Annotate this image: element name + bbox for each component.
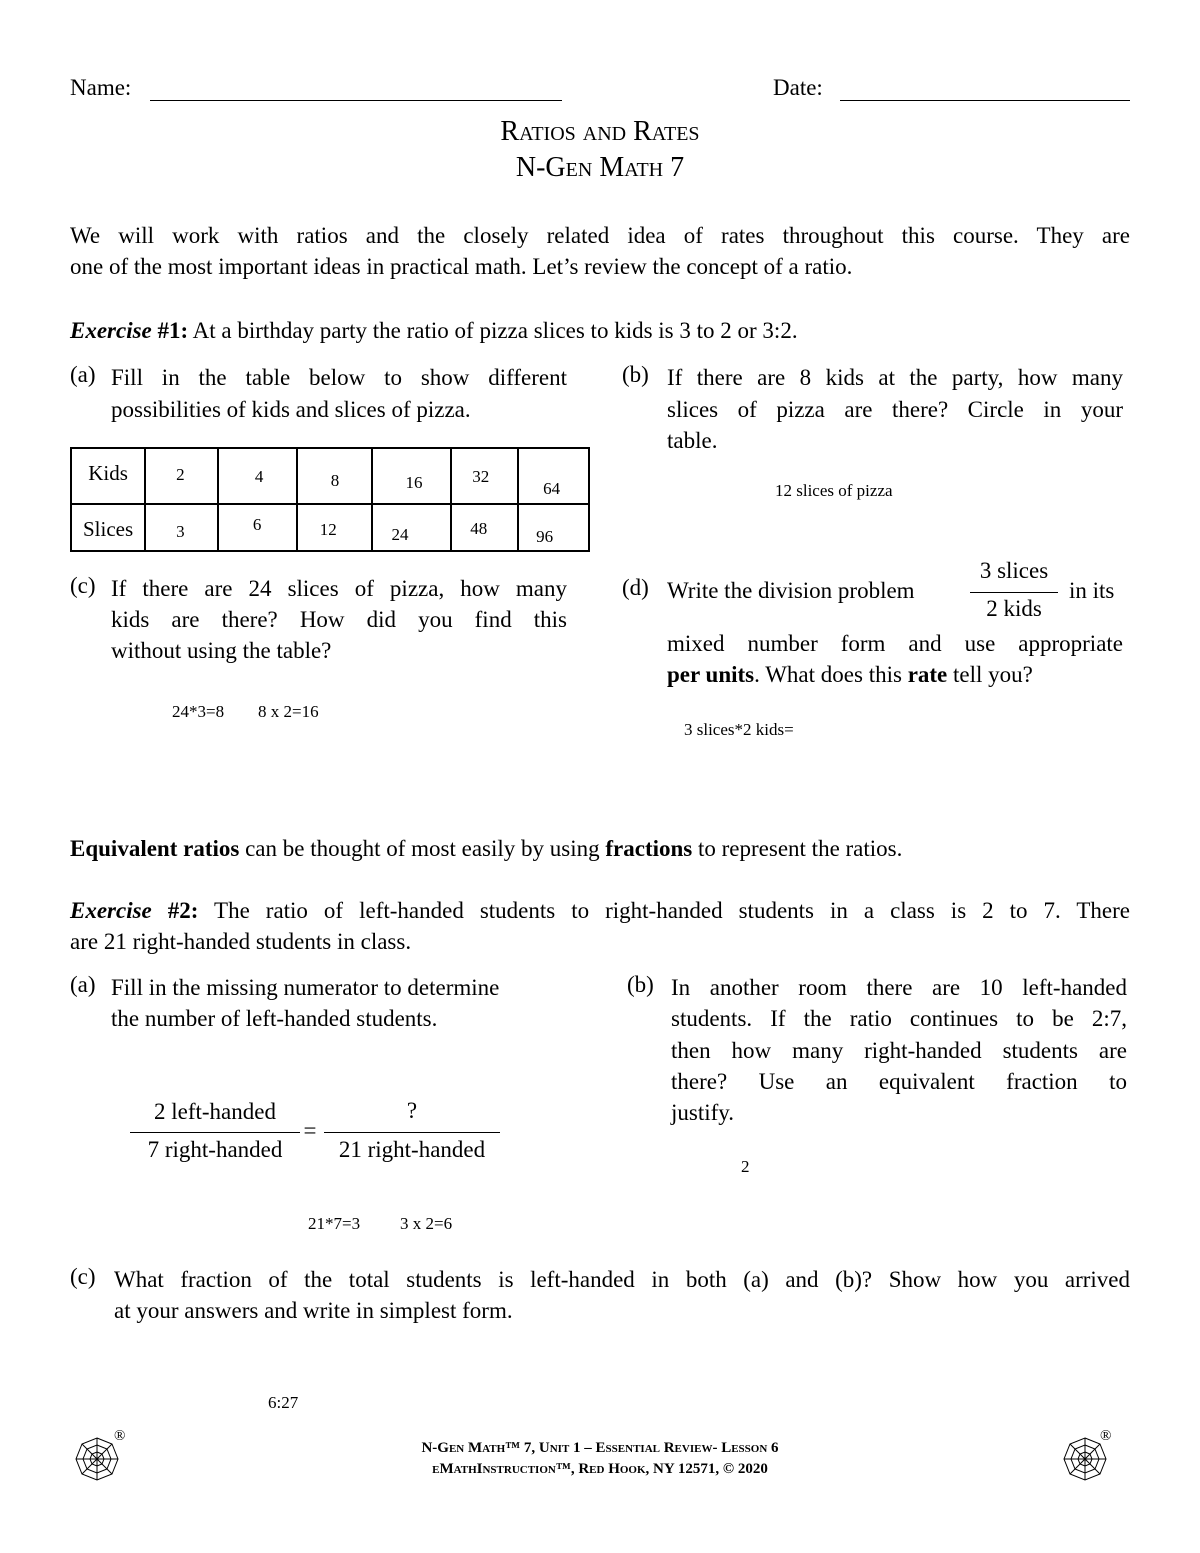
exercise-1-label-word: Exercise: [70, 318, 152, 343]
table-cell[interactable]: 16: [372, 448, 451, 504]
intro-line-2: one of the most important ideas in practical math. Let’s review the concept of a ratio.: [70, 254, 853, 279]
ex2-c-line-1: What fraction of the total students is left-handed in both (a) and (b)? Show how you arrived: [114, 1267, 1130, 1292]
ex1-c-marker: (c): [70, 573, 96, 598]
table-cell[interactable]: 96: [518, 504, 589, 551]
ex1-d-line-1-post: in its: [1069, 578, 1115, 603]
ex2-a-fraction-2-numerator[interactable]: ?: [406, 1098, 418, 1123]
equals-sign: =: [303, 1118, 317, 1143]
ex1-c-line-2: kids are there? How did you find this: [111, 607, 567, 632]
rate-text: rate: [907, 662, 948, 687]
ex2-a-answer-1: 21*7=3: [308, 1214, 361, 1233]
ex2-c-line-2: at your answers and write in simplest form.: [114, 1298, 513, 1323]
exercise-2-prompt-line-1: [70, 895, 1130, 927]
ex2-c-marker: (c): [70, 1264, 96, 1289]
ex1-d-line-3-mid: . What does this: [754, 662, 908, 687]
ex2-b-line-1: In another room there are 10 left-handed: [671, 975, 1127, 1000]
per-units-text: per units: [667, 662, 755, 687]
table-cell[interactable]: 48: [451, 504, 518, 551]
ex1-d-line-3-post: tell you?: [947, 662, 1033, 687]
ratio-table: [70, 447, 590, 552]
table-cell[interactable]: 24: [372, 504, 451, 551]
ex2-a-marker: (a): [70, 972, 96, 997]
table-row-kids: [71, 448, 589, 504]
table-cell[interactable]: 12: [297, 504, 373, 551]
ex1-d-line-3: [667, 659, 1033, 690]
ex1-d-fraction-denominator: 2 kids: [986, 596, 1042, 621]
ex2-a-fraction-1-bar: [130, 1132, 300, 1133]
page-title: Ratios and Rates: [500, 116, 700, 147]
ex1-c-line-3: without using the table?: [111, 638, 332, 663]
table-cell[interactable]: 4: [218, 448, 297, 504]
ex2-a-line-1: Fill in the missing numerator to determine: [111, 975, 500, 1000]
table-cell[interactable]: 32: [451, 448, 518, 504]
ex1-b-marker: (b): [622, 362, 649, 387]
ex1-a-line-2: possibilities of kids and slices of pizza.: [111, 397, 471, 422]
table-cell[interactable]: 64: [518, 448, 589, 504]
ex1-d-line-2: mixed number form and use appropriate: [667, 631, 1123, 656]
ex1-b-line-3: table.: [667, 428, 718, 453]
ex1-d-fraction-bar: [970, 592, 1058, 593]
ex2-a-fraction-1-denominator: 7 right-handed: [147, 1137, 283, 1162]
ex1-b-answer: 12 slices of pizza: [775, 481, 893, 500]
ex1-b-line-2: slices of pizza are there? Circle in your: [667, 397, 1123, 422]
equivalent-ratios-mid: can be thought of most easily by using: [239, 836, 606, 861]
exercise-1-label-num: #1:: [157, 318, 189, 343]
ex2-a-answer-2: 3 x 2=6: [400, 1214, 453, 1233]
ex1-c-answer-1: 24*3=8: [172, 702, 225, 721]
table-cell[interactable]: 3: [145, 504, 218, 551]
intro-line-1: We will work with ratios and the closely related idea of rates throughout this course. They are: [70, 223, 1130, 248]
ex2-b-line-4: there? Use an equivalent fraction to: [671, 1069, 1127, 1094]
exercise-1-text: At a birthday party the ratio of pizza slices to kids is 3 to 2 or 3:2.: [192, 318, 798, 343]
ex1-c-answer-2: 8 x 2=16: [258, 702, 319, 721]
registered-mark-right: ®: [1100, 1428, 1112, 1444]
ex2-b-line-2: students. If the ratio continues to be 2:7,: [671, 1006, 1127, 1031]
fractions-bold: fractions: [605, 836, 693, 861]
ex2-b-marker: (b): [627, 972, 654, 997]
date-label: Date:: [773, 75, 823, 100]
date-field-line[interactable]: [840, 100, 1130, 101]
exercise-2-label-num: #2:: [167, 898, 199, 923]
ex2-a-line-2: the number of left-handed students.: [111, 1006, 438, 1031]
table-cell[interactable]: 8: [297, 448, 373, 504]
table-header-kids: Kids: [71, 448, 145, 504]
footer-publisher-line: eMathInstruction™, Red Hook, NY 12571, © 2020: [432, 1461, 768, 1477]
ex1-d-marker: (d): [622, 575, 649, 600]
ex2-b-line-5: justify.: [671, 1100, 735, 1125]
name-field-line[interactable]: [150, 100, 562, 101]
ex1-d-fraction-numerator: 3 slices: [979, 558, 1049, 583]
ex2-a-fraction-2-bar: [324, 1132, 500, 1133]
ex2-b-line-3: then how many right-handed students are: [671, 1038, 1127, 1063]
table-row-slices: [71, 504, 589, 551]
ex1-d-line-1-pre: Write the division problem: [667, 578, 915, 603]
ex2-c-answer: 6:27: [268, 1393, 299, 1412]
table-header-slices: Slices: [71, 504, 145, 551]
table-cell[interactable]: 2: [145, 448, 218, 504]
ex2-a-fraction-1-numerator: 2 left-handed: [154, 1099, 276, 1124]
page-subtitle: N-Gen Math 7: [515, 152, 685, 183]
footer-course-line: N-Gen Math™ 7, Unit 1 – Essential Review- Lesson 6: [421, 1440, 779, 1456]
ex1-c-line-1: If there are 24 slices of pizza, how many: [111, 576, 567, 601]
exercise-2-text: The ratio of left-handed students to right-handed students in a class is 2 to 7. There: [214, 898, 1130, 923]
exercise-2-prompt-line-2: are 21 right-handed students in class.: [70, 929, 412, 954]
name-label: Name:: [70, 75, 132, 100]
ex2-b-answer: 2: [741, 1157, 750, 1176]
ex1-d-answer: 3 slices*2 kids=: [684, 720, 794, 739]
equivalent-ratios-bold: Equivalent ratios: [70, 836, 240, 861]
ex2-a-fraction-2-denominator: 21 right-handed: [338, 1137, 486, 1162]
equivalent-ratios-statement: [70, 833, 902, 864]
ex1-a-line-1: Fill in the table below to show different: [111, 365, 567, 390]
exercise-1-prompt: [70, 315, 798, 346]
registered-mark-left: ®: [114, 1428, 126, 1444]
exercise-2-label-word: Exercise: [70, 898, 152, 923]
ex1-a-marker: (a): [70, 362, 96, 387]
equivalent-ratios-post: to represent the ratios.: [692, 836, 903, 861]
table-cell[interactable]: 6: [218, 504, 297, 551]
ex1-b-line-1: If there are 8 kids at the party, how many: [667, 365, 1123, 390]
